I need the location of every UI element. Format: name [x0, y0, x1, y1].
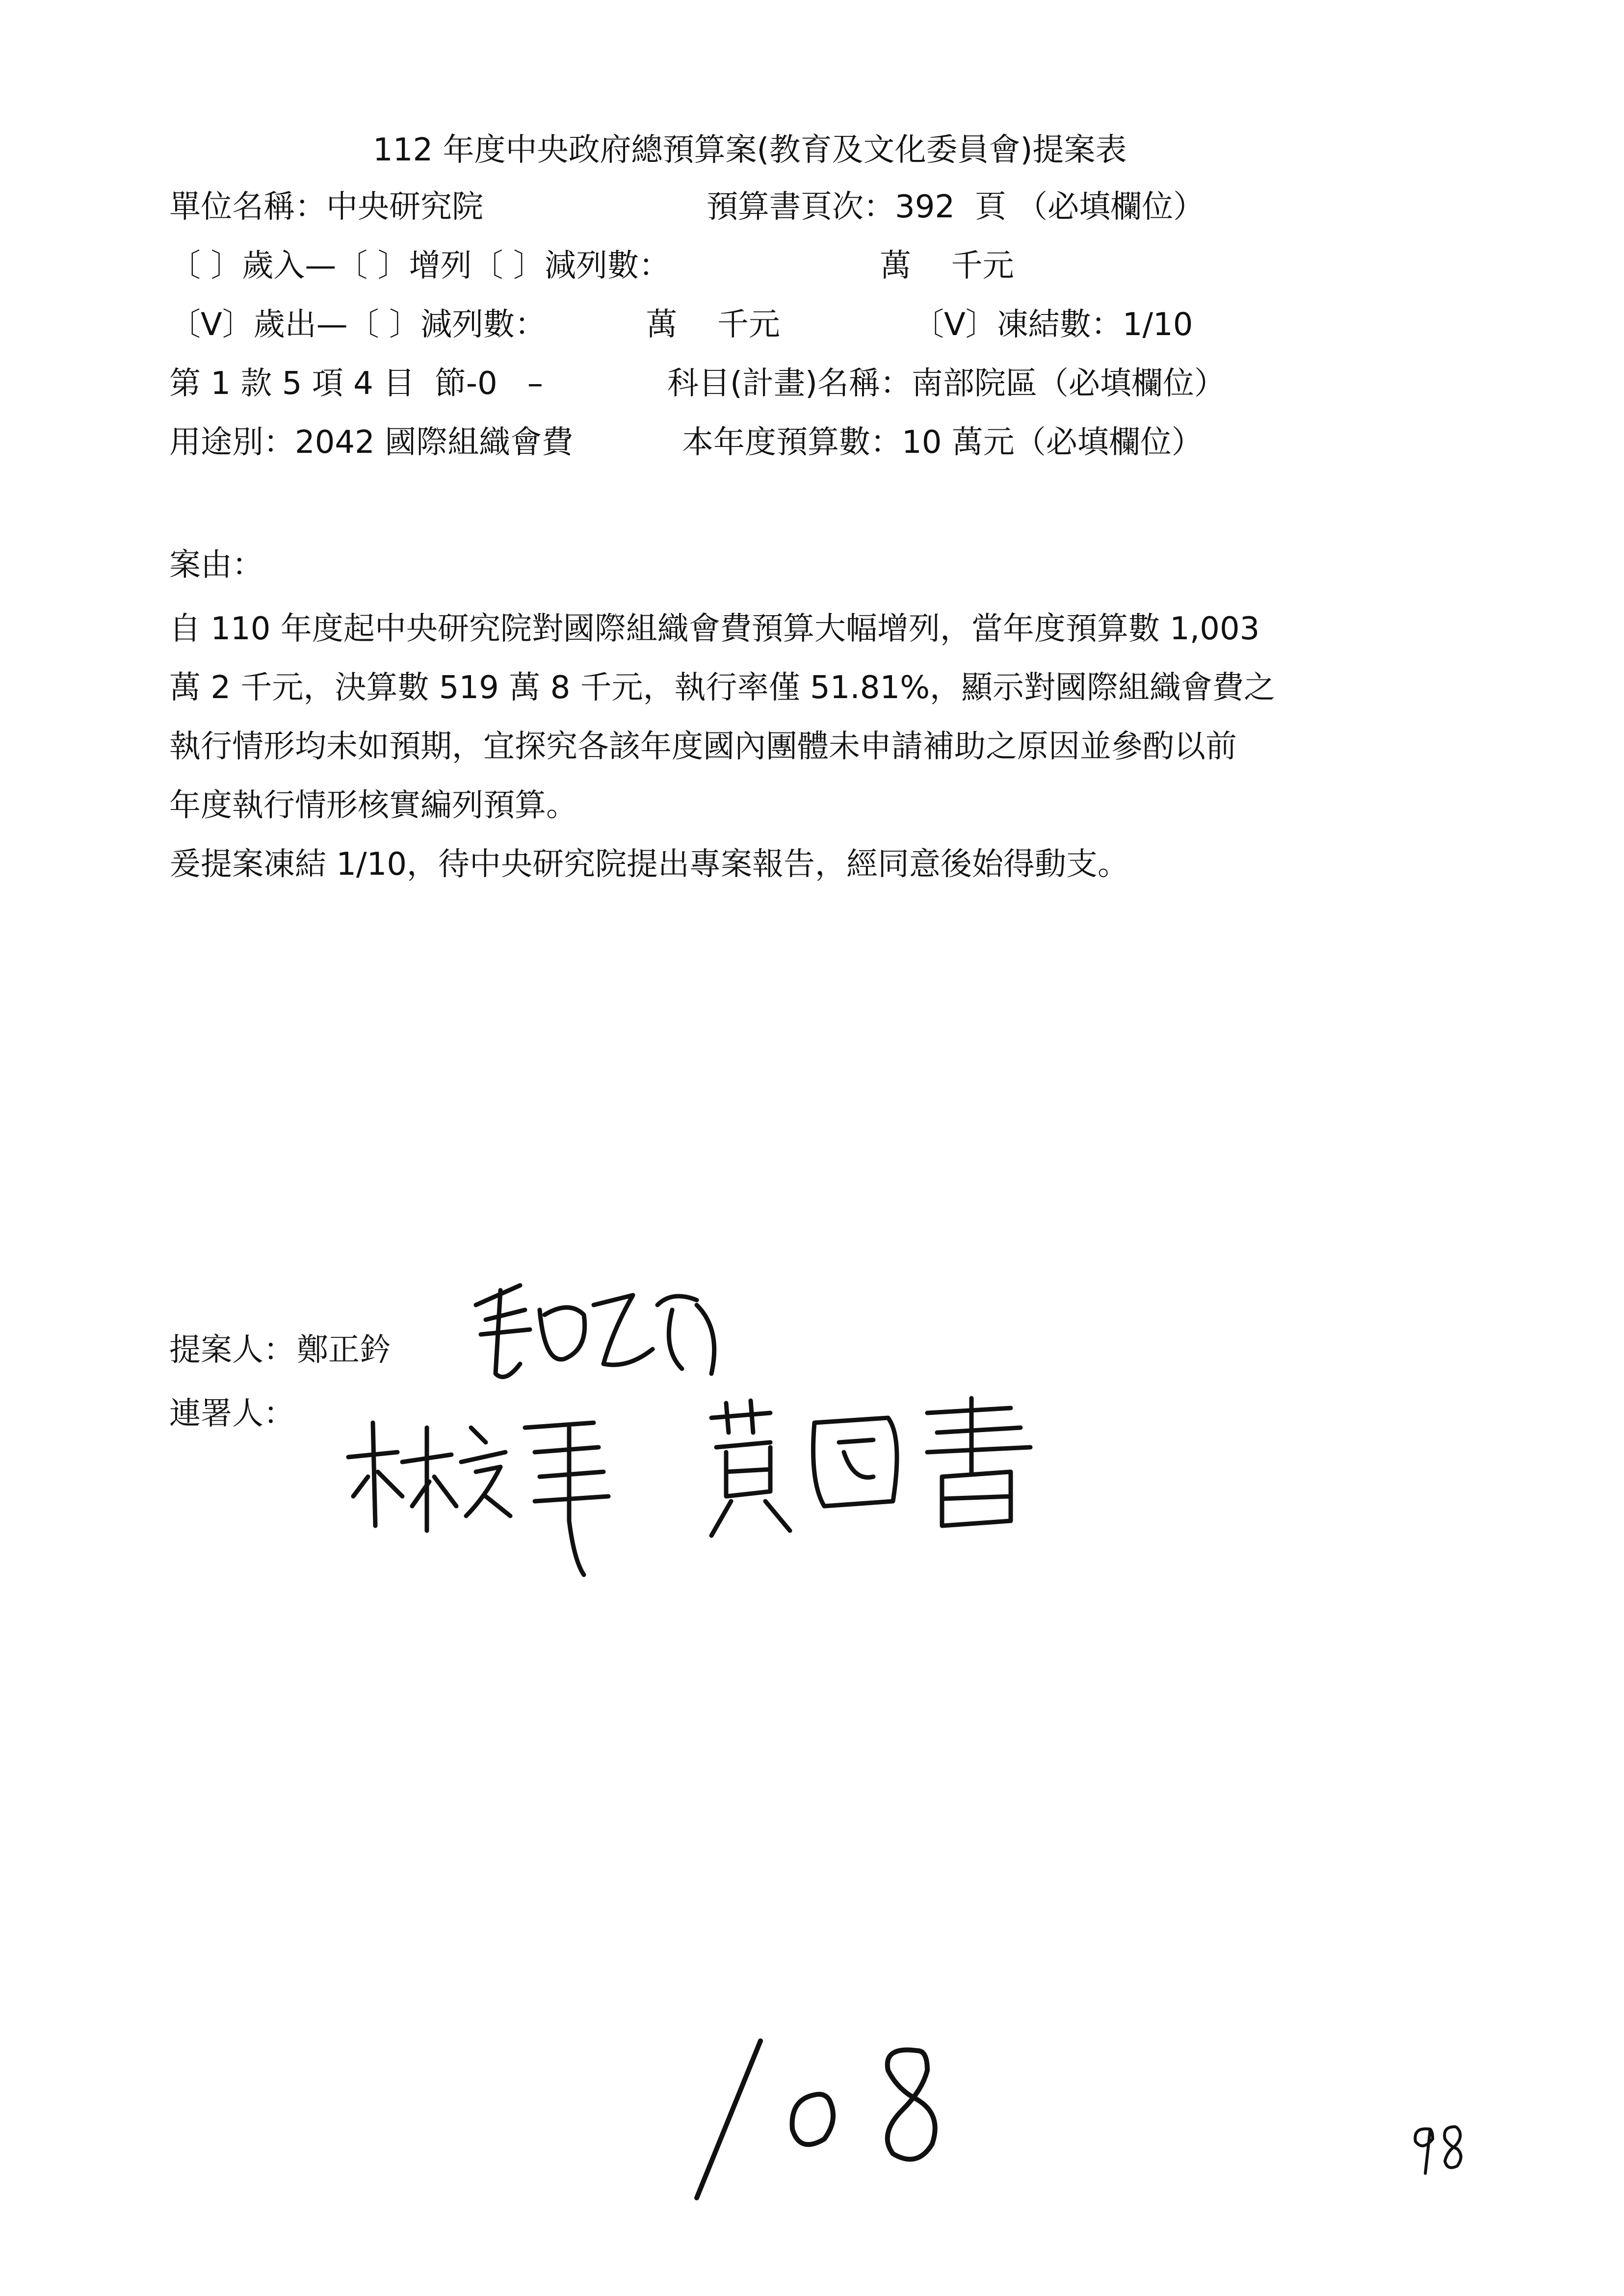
- reason-paragraph-line: 萬 2 千元，決算數 519 萬 8 千元，執行率僅 51.81%，顯示對國際組織會費之: [169, 670, 1276, 706]
- subject-name-field: 科目(計畫)名稱：南部院區（必填欄位）: [667, 365, 1226, 402]
- revenue-field: 〔 〕歲入—〔 〕增列〔 〕減列數： 萬 千元: [169, 248, 1014, 284]
- reason-paragraph-line: 執行情形均未如預期，宜探究各該年度國內團體未申請補助之原因並參酌以前: [169, 729, 1237, 765]
- cosigner-label: 連署人：: [169, 1396, 295, 1432]
- usage-field: 用途別：2042 國際組織會費: [169, 424, 574, 461]
- document-title: 112 年度中央政府總預算案(教育及文化委員會)提案表: [373, 132, 1127, 168]
- budget-amount-field: 本年度預算數：10 萬元（必填欄位）: [682, 424, 1203, 461]
- reason-label: 案由：: [169, 547, 263, 583]
- proposal-line: 爰提案凍結 1/10，待中央研究院提出專案報告，經同意後始得動支。: [169, 846, 1129, 883]
- handwritten-corner-number: [1403, 2119, 1472, 2178]
- unit-name-field: 單位名稱：中央研究院: [169, 189, 483, 225]
- proposer-signature: [466, 1276, 741, 1388]
- freeze-amount-field: 〔V〕凍結數：1/10: [913, 307, 1193, 343]
- proposer-label: 提案人：: [169, 1332, 295, 1368]
- expense-reduction-field: 〔V〕歲出—〔 〕減列數： 萬 千元: [169, 307, 780, 343]
- proposer-name: 鄭正鈐: [297, 1332, 391, 1368]
- reason-paragraph-line: 年度執行情形核實編列預算。: [169, 787, 577, 824]
- cosigner-signature-1: [339, 1398, 633, 1585]
- reason-paragraph-line: 自 110 年度起中央研究院對國際組織會費預算大幅增列，當年度預算數 1,003: [169, 611, 1260, 647]
- cosigner-signature-2: [697, 1388, 1070, 1545]
- handwritten-page-number: [687, 2031, 962, 2208]
- budget-item-field: 第 1 款 5 項 4 目 節-0 –: [169, 365, 543, 402]
- budget-page-field: 預算書頁次：392 頁 （必填欄位）: [707, 189, 1205, 225]
